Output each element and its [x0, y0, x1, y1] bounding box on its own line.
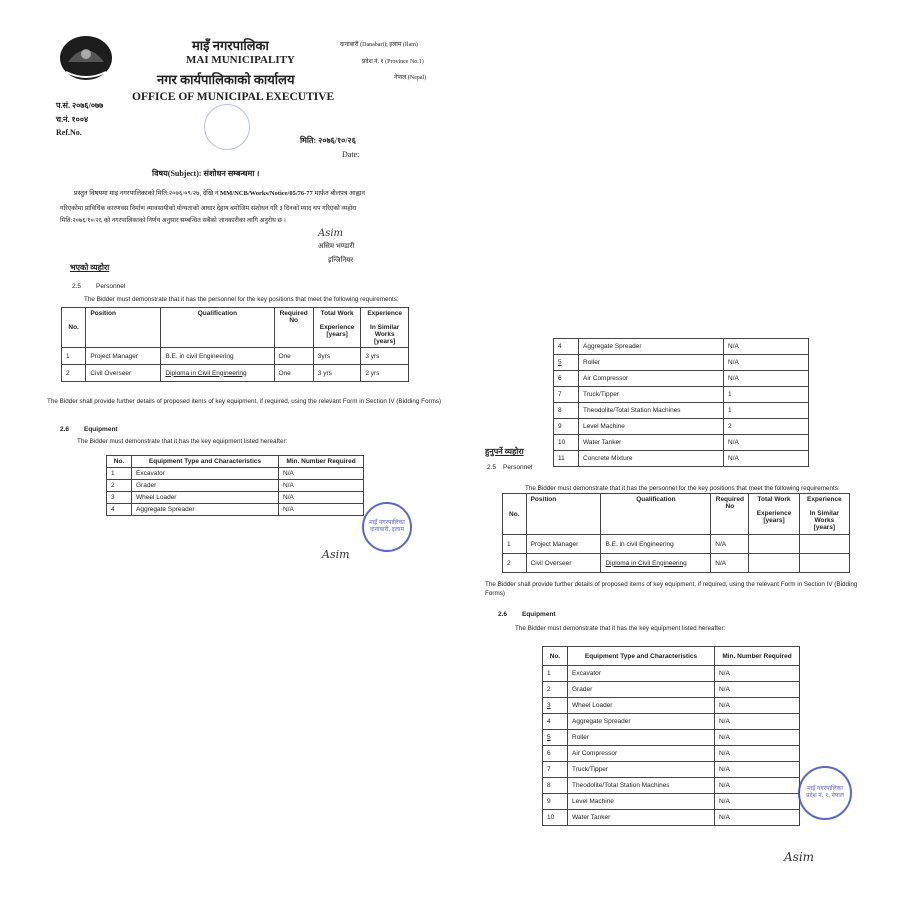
cell-min: N/A	[279, 492, 364, 504]
cell-no: 10	[554, 435, 579, 451]
table-row	[543, 762, 800, 778]
table-row	[554, 451, 809, 467]
cell-min: N/A	[715, 810, 800, 826]
cell-no: 8	[543, 778, 568, 794]
table-row	[543, 778, 800, 794]
table-row	[543, 810, 800, 826]
stamp-text: दानाबारी, इलाम	[369, 527, 405, 533]
header-title-np: माइँ नगरपालिका	[192, 38, 269, 53]
cell-no: 5	[543, 730, 568, 746]
cell-type: Air Compressor	[568, 746, 715, 762]
cell-type: Grader	[132, 480, 279, 492]
cell-no: 11	[554, 451, 579, 467]
cell-required: N/A	[711, 554, 749, 573]
table-row	[543, 746, 800, 762]
cell-qualification: B.E. in civil Engineering	[601, 535, 711, 554]
cell-no: 7	[543, 762, 568, 778]
cell-min: N/A	[715, 746, 800, 762]
cell-no: 6	[543, 746, 568, 762]
equipment-intro: The Bidder must demonstrate that it has the key equipment listed hereafter:	[515, 625, 726, 632]
cell-type: Air Compressor	[579, 371, 724, 387]
personnel-intro: The Bidder must demonstrate that it has the personnel for the key positions that meet the following requirements:	[525, 485, 840, 492]
cell-no: 2	[503, 554, 527, 573]
table-row	[503, 554, 850, 573]
header-text: In Similar Works [years]	[370, 324, 400, 345]
cell-type: Grader	[568, 682, 715, 698]
cell-min: 1	[724, 387, 809, 403]
cell-total: 3 yrs	[313, 365, 361, 382]
col-equipment-type: Equipment Type and Characteristics	[132, 456, 279, 468]
cell-no: 6	[554, 371, 579, 387]
cell-position: Civil Overseer	[86, 365, 161, 382]
cell-total: 3yrs	[313, 348, 361, 365]
stamp-text: प्रदेश नं. १, नेपाल	[806, 793, 844, 799]
cell-min: N/A	[715, 666, 800, 682]
cell-type: Aggregate Spreader	[579, 339, 724, 355]
cell-required: One	[274, 365, 313, 382]
cell-no: 1	[107, 468, 132, 480]
cell-position: Civil Overseer	[526, 554, 601, 573]
body-line-3: मिति:२०७६/१०/२६ को नगरपालिकाको निर्णय अनुसार सम्बन्धित सबैको जानकारीका लागि अनुरोध छ ।	[60, 217, 286, 224]
cell-total	[749, 535, 799, 554]
cell-similar	[799, 535, 849, 554]
stamp-text: माइँ नगरपालिका	[369, 520, 405, 527]
further-details-note: The Bidder shall provide further details of proposed items of key equipment, if required, using the relevant Form in Section IV (Bidding Forms)	[47, 398, 442, 405]
table-row	[543, 794, 800, 810]
section-heading-current: भएको व्यहोरा	[70, 263, 110, 272]
faint-stamp	[204, 104, 250, 150]
col-no: No.	[62, 308, 86, 348]
address-line-3: नेपाल (Nepal)	[394, 75, 427, 81]
cell-qualification: B.E. in civil Engineering	[161, 348, 274, 365]
equipment-number: 2.6	[498, 611, 508, 618]
signature-mark: Asim	[322, 548, 350, 561]
personnel-intro: The Bidder must demonstrate that it has the personnel for the key positions that meet the following requirements:	[84, 296, 399, 303]
table-header-row	[107, 456, 364, 468]
equipment-label: Equipment	[522, 611, 556, 618]
ps-number: प.सं. २०७६/०७७	[56, 101, 104, 110]
cell-min: N/A	[724, 371, 809, 387]
signature-mark: Asim	[318, 228, 344, 239]
col-total-exp	[749, 494, 799, 535]
cell-min: N/A	[715, 794, 800, 810]
col-required: Required No	[274, 308, 313, 348]
col-similar-exp	[799, 494, 849, 535]
header-text: Experience	[367, 310, 403, 317]
table-row	[107, 492, 364, 504]
header-text: Experience [years]	[319, 324, 355, 338]
cell-no: 5	[554, 355, 579, 371]
cell-type: Wheel Loader	[568, 698, 715, 714]
col-similar-exp	[361, 308, 409, 348]
cell-no: 4	[554, 339, 579, 355]
table-row	[554, 355, 809, 371]
body-text: प्रस्तुत विषयमा माइ नगरपालिकाको मिति:२०७६/०९/२७, देखि नं	[74, 190, 219, 197]
cell-min: N/A	[279, 480, 364, 492]
personnel-table-required	[502, 493, 850, 573]
address-line-2: प्रदेश नं. १ (Province No.1)	[362, 59, 424, 65]
cell-no: 1	[503, 535, 527, 554]
further-details-note: The Bidder shall provide further details of proposed items of key equipment, if required, using the relevant Form in Section IV (Bidding Forms)	[485, 581, 858, 597]
cell-type: Roller	[579, 355, 724, 371]
col-equipment-type: Equipment Type and Characteristics	[568, 647, 715, 666]
header-text: Total Work	[320, 310, 354, 317]
cell-type: Truck/Tipper	[568, 762, 715, 778]
cell-required: N/A	[711, 535, 749, 554]
table-row	[554, 403, 809, 419]
cell-type: Level Machine	[579, 419, 724, 435]
body-line-2: गरिएकोमा प्राविधिक कारणवस निर्माण व्यावसायीको योग्यताको आधार देहाय बमोजिम संशोधन गरि ३ दिनको म्याद थप गरिएको व्यहोरा	[60, 205, 357, 212]
cell-min: N/A	[715, 714, 800, 730]
cell-no: 9	[554, 419, 579, 435]
col-total-exp	[313, 308, 361, 348]
cell-qualification: Diploma in Civil Engineering	[601, 554, 711, 573]
table-header-row	[503, 494, 850, 535]
municipality-stamp	[798, 766, 852, 820]
cell-no: 4	[107, 504, 132, 516]
equipment-table-required	[542, 646, 800, 826]
subject-line: विषय(Subject): संशोधन सम्बन्धमा ।	[152, 169, 260, 178]
header-text: Total Work	[757, 496, 791, 503]
cell-min: N/A	[724, 339, 809, 355]
cell-type: Theodolite/Total Station Machines	[579, 403, 724, 419]
nepal-emblem-icon	[58, 32, 114, 84]
table-row	[543, 666, 800, 682]
cell-total	[749, 554, 799, 573]
equipment-number: 2.6	[60, 426, 70, 433]
cell-min: 1	[724, 403, 809, 419]
cell-type: Excavator	[132, 468, 279, 480]
cell-similar	[799, 554, 849, 573]
cell-type: Truck/Tipper	[579, 387, 724, 403]
col-position: Position	[526, 494, 601, 535]
personnel-number: 2.5	[487, 464, 497, 471]
table-row	[543, 730, 800, 746]
table-row	[107, 504, 364, 516]
cell-min: N/A	[724, 451, 809, 467]
cell-no: 1	[62, 348, 86, 365]
cell-similar: 2 yrs	[361, 365, 409, 382]
cell-min: N/A	[724, 355, 809, 371]
ref-no: Ref.No.	[56, 128, 82, 137]
cell-no: 2	[107, 480, 132, 492]
cell-no: 3	[107, 492, 132, 504]
header-text: Experience	[806, 496, 842, 503]
cell-min: N/A	[279, 468, 364, 480]
cell-type: Concrete Mixture	[579, 451, 724, 467]
cell-qualification: Diploma in Civil Engineering	[161, 365, 274, 382]
equipment-table-continued	[553, 338, 809, 467]
cell-no: 4	[543, 714, 568, 730]
personnel-label: Personnel	[503, 464, 533, 471]
cell-type: Aggregate Spreader	[132, 504, 279, 516]
cell-no: 3	[543, 698, 568, 714]
table-row	[543, 682, 800, 698]
body-text: मार्फत बोलपत्र आह्वान	[314, 190, 366, 197]
cell-type: Roller	[568, 730, 715, 746]
cn-number: च.नं. १००४	[56, 115, 89, 124]
table-row	[62, 348, 409, 365]
cell-no: 9	[543, 794, 568, 810]
cell-min: N/A	[715, 730, 800, 746]
cell-position: Project Manager	[526, 535, 601, 554]
cell-no: 2	[62, 365, 86, 382]
col-no: No.	[503, 494, 527, 535]
cell-min: 2	[724, 419, 809, 435]
col-min-required: Min. Number Required	[715, 647, 800, 666]
col-no: No.	[107, 456, 132, 468]
signature-mark: Asim	[784, 850, 815, 864]
cell-no: 10	[543, 810, 568, 826]
table-row	[554, 435, 809, 451]
cell-type: Water Tanker	[568, 810, 715, 826]
table-row	[543, 698, 800, 714]
date-label: Date:	[342, 150, 360, 159]
cell-min: N/A	[715, 762, 800, 778]
table-row	[107, 468, 364, 480]
notice-ref: MM/NCB/Works/Notice/05/76-77	[220, 190, 313, 197]
cell-type: Water Tanker	[579, 435, 724, 451]
cell-type: Level Machine	[568, 794, 715, 810]
section-heading-required: हुनुपर्ने व्यहोरा	[485, 447, 524, 456]
table-row	[554, 387, 809, 403]
header-title-en: MAI MUNICIPALITY	[186, 54, 295, 66]
cell-position: Project Manager	[86, 348, 161, 365]
cell-min: N/A	[279, 504, 364, 516]
col-no: No.	[543, 647, 568, 666]
cell-min: N/A	[715, 778, 800, 794]
personnel-label: Personnel	[96, 283, 126, 290]
header-text: In Similar Works [years]	[809, 510, 839, 531]
table-row	[554, 339, 809, 355]
address-line-1: दानाबारी (Danabari); इलाम (Ilam)	[340, 42, 418, 48]
table-row	[554, 371, 809, 387]
equipment-table-current	[106, 455, 364, 516]
personnel-number: 2.5	[72, 283, 82, 290]
equipment-intro: The Bidder must demonstrate that it has the key equipment listed hereafter:	[77, 438, 288, 445]
col-qualification: Qualification	[601, 494, 711, 535]
table-row	[554, 419, 809, 435]
table-header-row	[62, 308, 409, 348]
cell-min: N/A	[724, 435, 809, 451]
table-row	[543, 714, 800, 730]
cell-min: N/A	[715, 698, 800, 714]
col-position: Position	[86, 308, 161, 348]
header-text: Experience [years]	[756, 510, 792, 524]
cell-type: Excavator	[568, 666, 715, 682]
col-required: Required No	[711, 494, 749, 535]
table-row	[62, 365, 409, 382]
signer-name: असिम भण्डारी	[318, 242, 355, 250]
body-line-1	[74, 188, 365, 197]
table-header-row	[543, 647, 800, 666]
col-qualification: Qualification	[161, 308, 274, 348]
cell-no: 7	[554, 387, 579, 403]
personnel-table	[61, 307, 409, 382]
col-min-required: Min. Number Required	[279, 456, 364, 468]
cell-required: One	[274, 348, 313, 365]
header-office-np: नगर कार्यपालिकाको कार्यालय	[157, 72, 295, 87]
cell-no: 1	[543, 666, 568, 682]
municipality-stamp	[362, 502, 412, 552]
date-np: मिति: २०७६/१०/२६	[300, 136, 356, 145]
signer-title: इन्जिनियर	[328, 256, 354, 264]
cell-min: N/A	[715, 682, 800, 698]
cell-no: 2	[543, 682, 568, 698]
table-row	[503, 535, 850, 554]
cell-type: Theodolite/Total Station Machines	[568, 778, 715, 794]
header-office-en: OFFICE OF MUNICIPAL EXECUTIVE	[132, 91, 335, 103]
cell-type: Aggregate Spreader	[568, 714, 715, 730]
cell-similar: 3 yrs	[361, 348, 409, 365]
equipment-label: Equipment	[84, 426, 118, 433]
table-row	[107, 480, 364, 492]
cell-no: 8	[554, 403, 579, 419]
cell-type: Wheel Loader	[132, 492, 279, 504]
stamp-text: माइँ नगरपालिका	[807, 786, 843, 793]
